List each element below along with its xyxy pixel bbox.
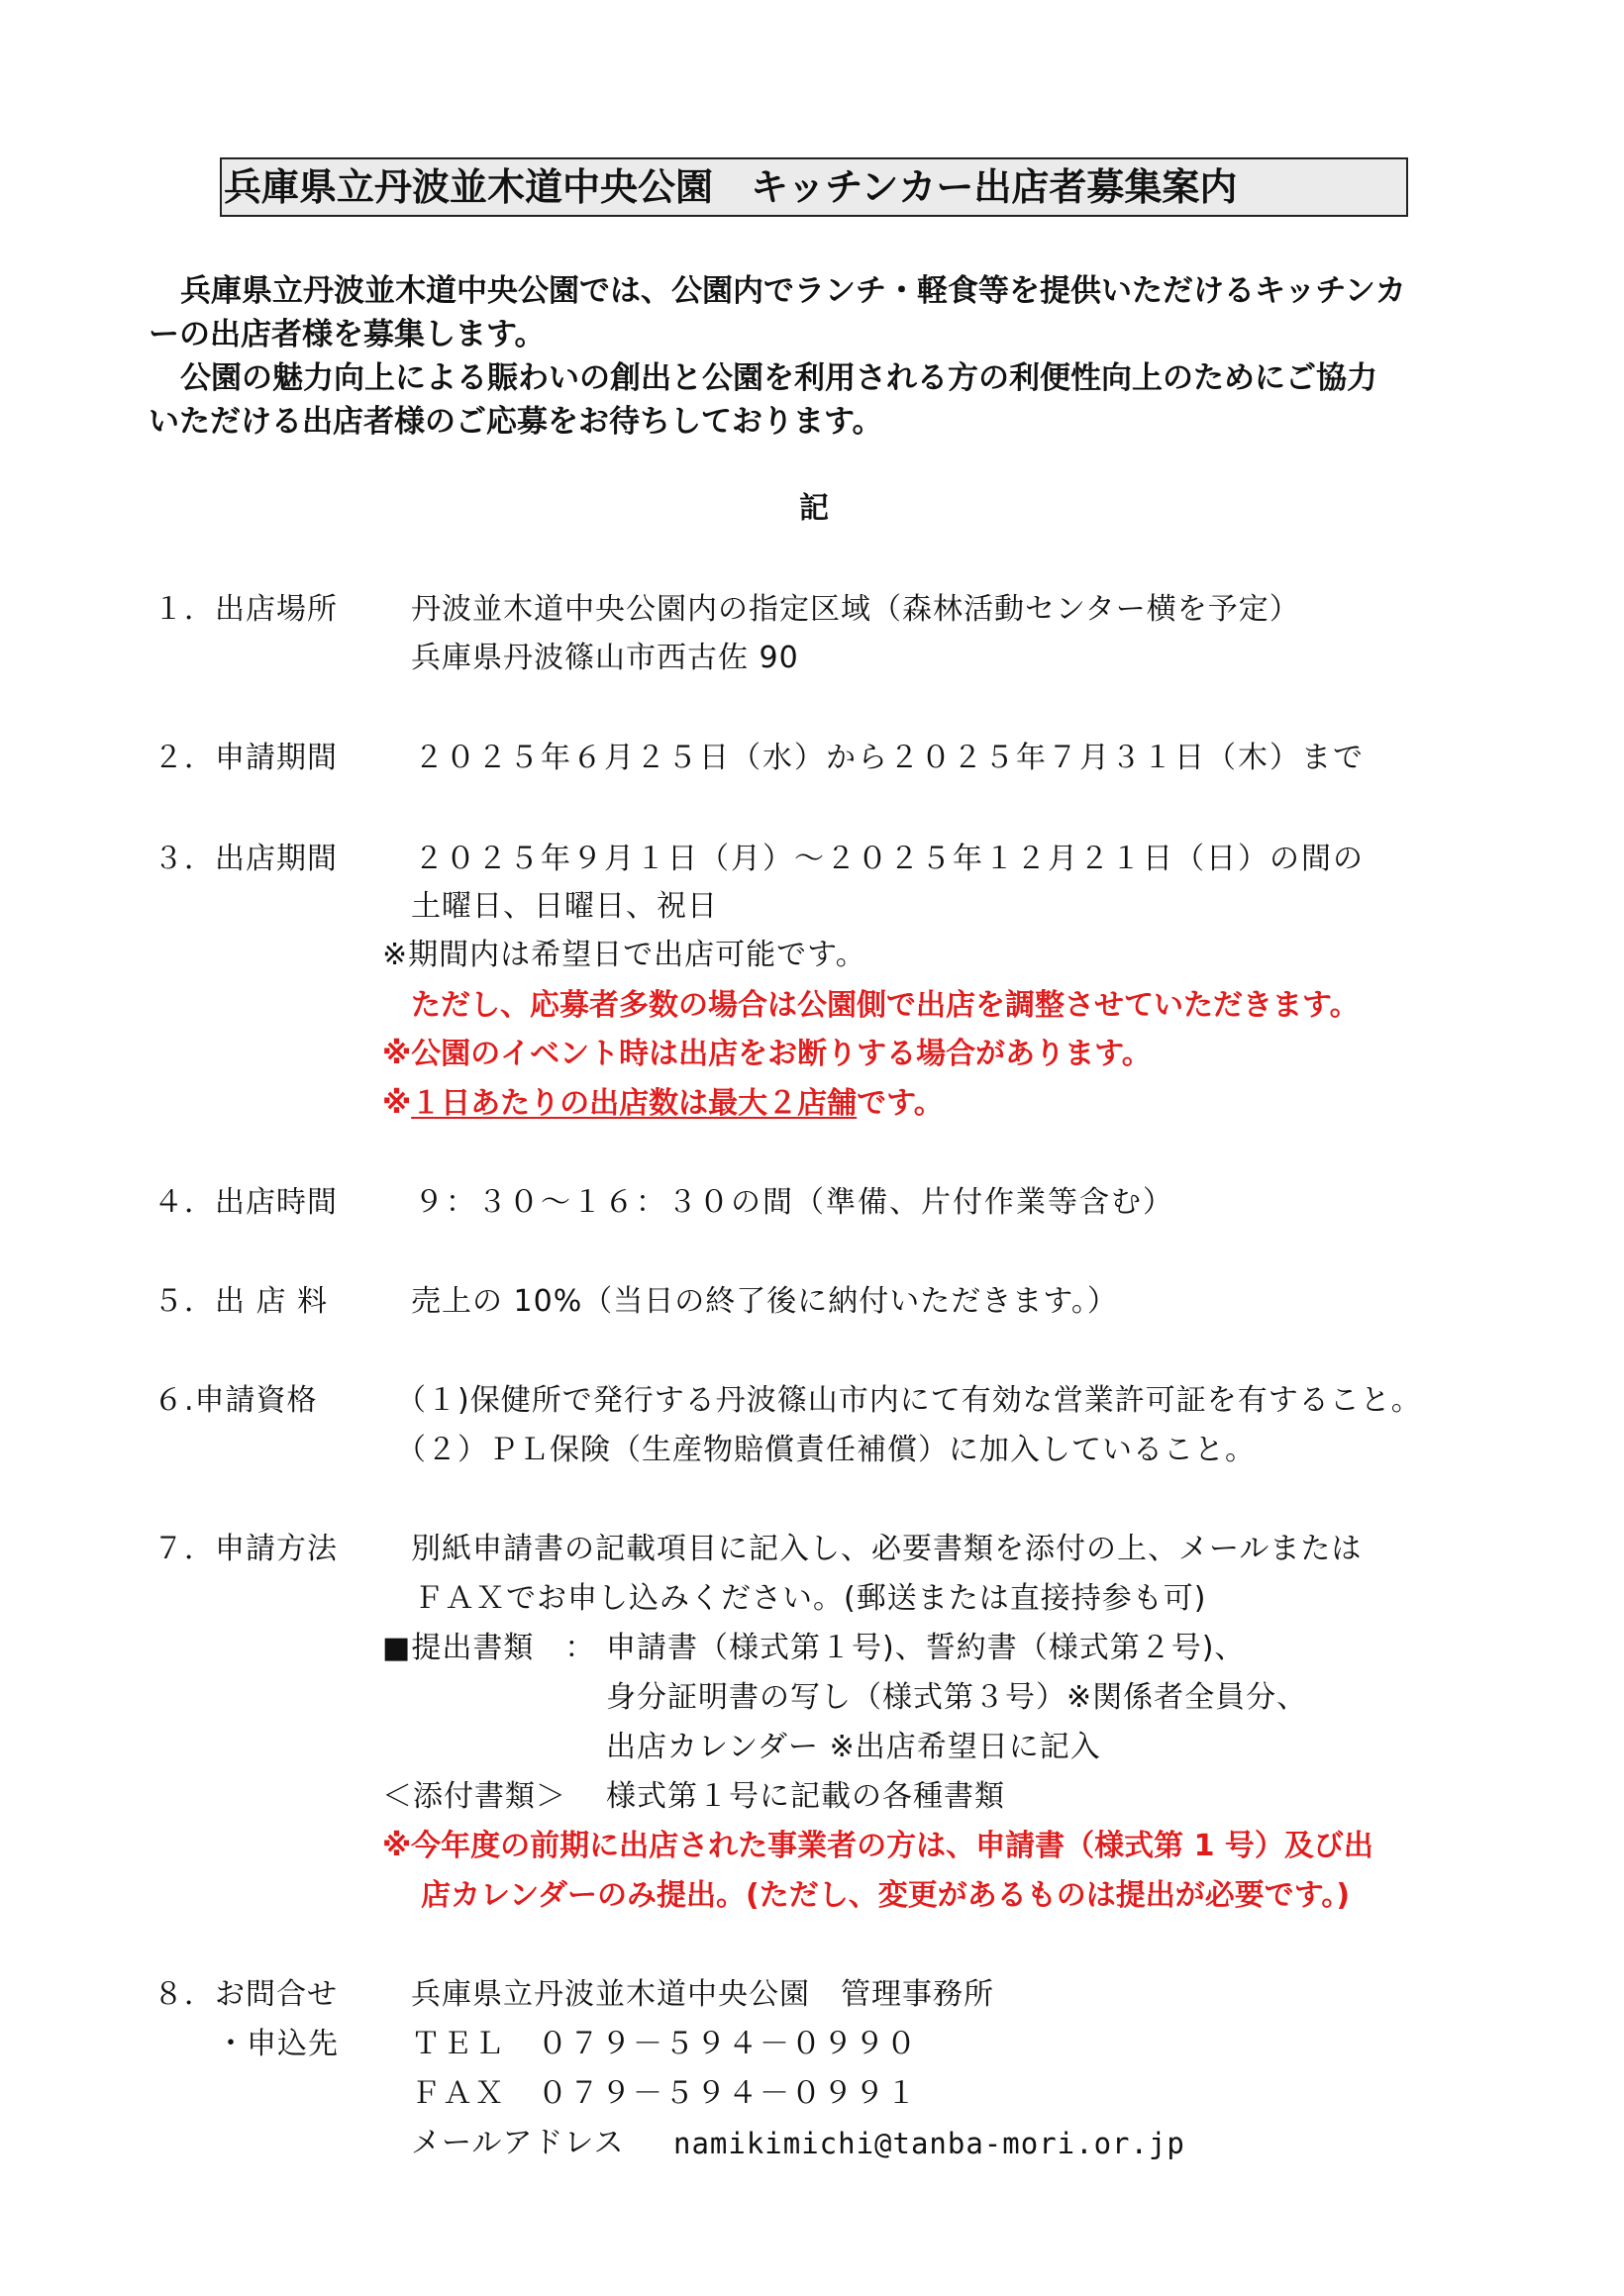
section-7-line-2: ＦＡＸでお申し込みください。(郵送または直接持参も可) (414, 1581, 1207, 1616)
section-8-office: 兵庫県立丹波並木道中央公園 管理事務所 (411, 1977, 994, 2012)
red-note-3-prefix: ※ (382, 1086, 412, 1121)
intro-line-3: 公園の魅力向上による賑わいの創出と公園を利用される方の利便性向上のためにご協力 (180, 360, 1377, 396)
section-7-red-note-1: ※今年度の前期に出店された事業者の方は、申請書（様式第 1 号）及び出 (382, 1829, 1373, 1863)
section-7-attach-label: ＜添付書類＞ (382, 1779, 566, 1814)
section-3-line-1: ２０２５年９月１日（月）～２０２５年１２月２１日（日）の間の (414, 842, 1365, 876)
section-5-label: ５．出 店 料 (153, 1284, 329, 1319)
section-7-docs-2: 身分証明書の写し（様式第３号）※関係者全員分、 (606, 1680, 1308, 1715)
section-4-line-1: ９：３０～１６：３０の間（準備、片付作業等含む） (414, 1185, 1174, 1220)
intro-line-2: ーの出店者様を募集します。 (149, 317, 546, 352)
section-1-line-1: 丹波並木道中央公園内の指定区域（森林活動センター横を予定） (411, 592, 1300, 627)
red-note-3-underlined: １日あたりの出店数は最大２店舗 (411, 1086, 858, 1121)
section-8-label-1: ８．お問合せ (153, 1977, 338, 2012)
section-1-label: １．出店場所 (153, 592, 338, 627)
section-4-label: ４．出店時間 (153, 1185, 338, 1220)
section-1-line-2: 兵庫県丹波篠山市西古佐 90 (411, 641, 799, 675)
page-title: 兵庫県立丹波並木道中央公園 キッチンカー出店者募集案内 (224, 165, 1238, 209)
section-8-mail-label: メールアドレス (411, 2126, 625, 2160)
intro-line-1: 兵庫県立丹波並木道中央公園では、公園内でランチ・軽食等を提供いただけるキッチンカ (180, 273, 1406, 309)
section-8-fax: ＦＡＸ ０７９－５９４－０９９１ (411, 2076, 918, 2111)
section-6-line-1: （１)保健所で発行する丹波篠山市内にて有効な営業許可証を有すること。 (396, 1383, 1422, 1418)
section-7-label: ７．申請方法 (153, 1532, 338, 1566)
section-7-line-1: 別紙申請書の記載項目に記入し、必要書類を添付の上、メールまたは (411, 1532, 1363, 1566)
section-3-red-note-2: ※公園のイベント時は出店をお断りする場合があります。 (382, 1037, 1152, 1071)
section-7-docs-1: 申請書（様式第１号)、誓約書（様式第２号)、 (606, 1631, 1246, 1665)
section-3-label: ３．出店期間 (153, 842, 338, 876)
section-7-docs-label: ■提出書類 ： (382, 1631, 596, 1665)
section-6-line-2: （２）ＰＬ保険（生産物賠償責任補償）に加入していること。 (396, 1433, 1256, 1467)
section-8-label-2: ・申込先 (216, 2027, 339, 2061)
section-8-tel: ＴＥＬ ０７９－５９４－０９９０ (411, 2027, 918, 2061)
intro-line-4: いただける出店者様のご応募をお待ちしております。 (149, 404, 883, 440)
ki-heading: 記 (799, 491, 830, 526)
section-3-note: ※期間内は希望日で出店可能です。 (382, 938, 866, 972)
section-6-label: ６.申請資格 (153, 1383, 318, 1418)
section-2-line-1: ２０２５年６月２５日（水）から２０２５年７月３１日（木）まで (414, 741, 1365, 775)
section-2-label: ２．申請期間 (153, 741, 338, 775)
section-3-red-note-1: ただし、応募者多数の場合は公園側で出店を調整させていただきます。 (411, 988, 1360, 1023)
section-7-attach-1: 様式第１号に記載の各種書類 (606, 1779, 1005, 1814)
section-8-email-link[interactable]: namikimichi@tanba-mori.or.jp (673, 2127, 1185, 2160)
section-5-line-1: 売上の 10%（当日の終了後に納付いただきます。） (411, 1284, 1118, 1319)
section-3-red-note-3 (382, 1082, 944, 1126)
section-7-docs-3: 出店カレンダー ※出店希望日に記入 (606, 1730, 1101, 1764)
section-3-line-2: 土曜日、日曜日、祝日 (411, 889, 718, 924)
red-note-3-suffix: です。 (857, 1086, 944, 1121)
section-7-red-note-2: 店カレンダーのみ提出。(ただし、変更があるものは提出が必要です。) (421, 1878, 1351, 1913)
